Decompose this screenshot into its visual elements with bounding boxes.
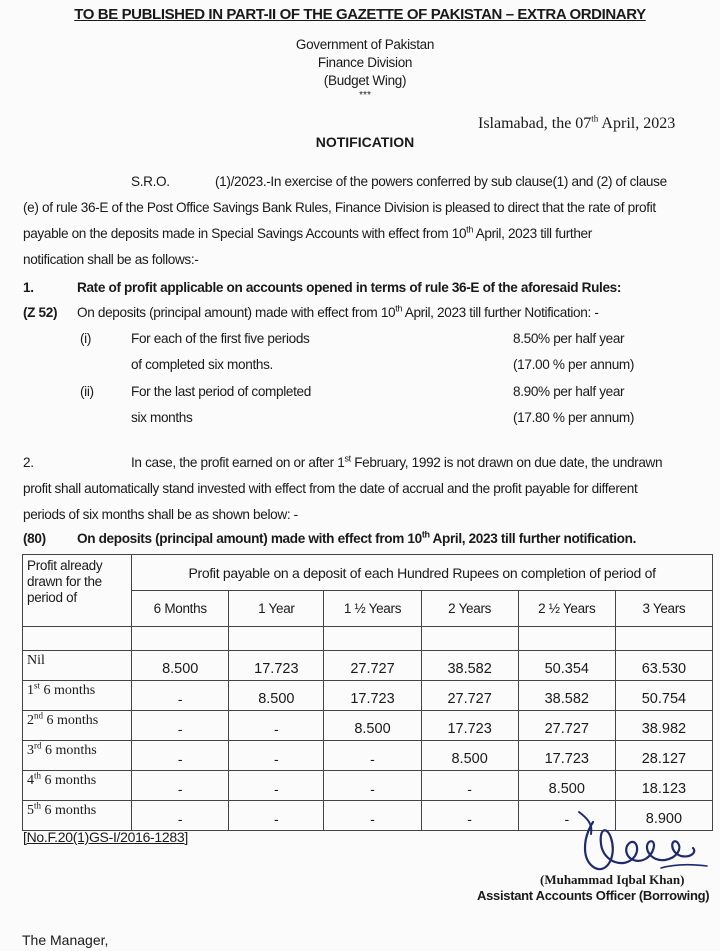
table-cell: 17.723 [324,681,421,711]
intro-line-2: (e) of rule 36-E of the Post Office Savings Bank Rules, Finance Division is pleased to direct that the rate of profit [23,200,656,215]
row-label: 4th 6 months [23,771,132,801]
item-ii-line-2: six months [131,410,193,425]
table-cell: - [229,741,324,771]
table-cell: 17.723 [421,711,518,741]
gazette-heading: TO BE PUBLISHED IN PART-II OF THE GAZETTE OF PAKISTAN – EXTRA ORDINARY [74,6,646,23]
table-cell: 38.982 [615,711,712,741]
table-cell: - [518,801,615,831]
table-cell: - [132,741,229,771]
table-cell: 8.500 [229,681,324,711]
left-header-line-3: period of [27,590,77,605]
signer-title: Assistant Accounts Officer (Borrowing) [477,888,710,903]
table-cell: 27.727 [324,651,421,681]
row-label: 3rd 6 months [23,741,132,771]
signer-name: (Muhammad Iqbal Khan) [540,872,685,887]
table-cell: - [132,681,229,711]
section-1-number: 1. [23,280,34,295]
office-separator: *** [359,90,371,101]
section-1-code: (Z 52) [23,305,58,320]
table-cell: 27.727 [518,711,615,741]
column-header: 2 ½ Years [518,591,615,627]
section-2-code: (80) [23,531,46,546]
table-cell: 8.500 [132,651,229,681]
table-row [23,711,713,741]
table-cell: - [421,801,518,831]
table-cell: 38.582 [421,651,518,681]
table-cell: 8.500 [518,771,615,801]
table-cell: 18.123 [615,771,712,801]
column-header: 2 Years [421,591,518,627]
table-cell: - [229,771,324,801]
table-cell: 8.500 [421,741,518,771]
notification-title: NOTIFICATION [315,134,415,150]
table-cell: 63.530 [615,651,712,681]
row-label: Nil [23,651,132,681]
item-ii-number: (ii) [80,384,94,399]
table-cell: - [421,771,518,801]
table-cell: - [324,801,421,831]
table-row [23,681,713,711]
left-header-line-2: drawn for the [27,574,102,589]
item-ii-line-1: For the last period of completed [131,384,311,399]
profit-table [22,554,713,831]
item-i-number: (i) [80,331,92,346]
column-header: 1 Year [229,591,324,627]
table-spacer-row [23,627,713,651]
section-1-deposit-line: On deposits (principal amount) made with effect from 10th April, 2023 till further Notification: - [77,303,599,320]
section-2-deposit-line: On deposits (principal amount) made with effect from 10th April, 2023 till further notification. [77,529,637,546]
sro-label: S.R.O. [131,174,170,189]
column-header: 6 Months [132,591,229,627]
left-header-line-1: Profit already [27,558,103,573]
item-ii-rate-annum: (17.80 % per annum) [513,410,635,425]
place-date: Islamabad, the 07th April, 2023 [478,113,676,132]
row-label: 2nd 6 months [23,711,132,741]
table-cell: - [132,771,229,801]
table-cell: - [229,801,324,831]
row-label: 5th 6 months [23,801,132,831]
intro-line-1: (1)/2023.-In exercise of the powers conferred by sub clause(1) and (2) of clause [215,174,667,189]
table-cell: 8.500 [324,711,421,741]
item-i-rate-annum: (17.00 % per annum) [513,357,635,372]
office-wing: (Budget Wing) [323,73,407,88]
table-row [23,771,713,801]
office-division: Finance Division [317,55,413,70]
table-left-header [23,555,132,627]
office-government: Government of Pakistan [295,37,435,52]
table-cell: 50.354 [518,651,615,681]
section-2-number: 2. [23,455,34,470]
table-top-header: Profit payable on a deposit of each Hundred Rupees on completion of period of [132,555,713,591]
intro-line-3: payable on the deposits made in Special Savings Accounts with effect from 10th April, 2023 till further [23,224,592,241]
section-1-title: Rate of profit applicable on accounts opened in terms of rule 36-E of the aforesaid Rules: [77,280,622,295]
signature-image [565,808,715,880]
column-header: 1 ½ Years [324,591,421,627]
table-cell: - [324,771,421,801]
addressee: The Manager, [22,932,109,948]
table-cell: 38.582 [518,681,615,711]
table-cell: 8.900 [615,801,712,831]
section-2-line-3: periods of six months shall be as shown below: - [23,507,298,522]
row-label: 1st 6 months [23,681,132,711]
section-2-line-1: In case, the profit earned on or after 1st February, 1992 is not drawn on due date, the undrawn [131,453,663,470]
table-row [23,651,713,681]
intro-line-4: notification shall be as follows:- [23,252,199,267]
table-cell: - [132,711,229,741]
reference-number: [No.F.20(1)GS-I/2016-1283] [23,829,188,845]
table-cell: - [132,801,229,831]
section-2-line-2: profit shall automatically stand invested with effect from the date of accrual and the profit payable for different [23,481,638,496]
table-row [23,741,713,771]
item-i-rate-half-year: 8.50% per half year [513,331,625,346]
table-cell: 17.723 [229,651,324,681]
table-cell: 50.754 [615,681,712,711]
table-cell: - [324,741,421,771]
item-i-line-2: of completed six months. [131,357,273,372]
column-header: 3 Years [615,591,712,627]
table-cell: 28.127 [615,741,712,771]
table-cell: 27.727 [421,681,518,711]
table-cell: 17.723 [518,741,615,771]
item-i-line-1: For each of the first five periods [131,331,310,346]
table-cell: - [229,711,324,741]
item-ii-rate-half-year: 8.90% per half year [513,384,625,399]
